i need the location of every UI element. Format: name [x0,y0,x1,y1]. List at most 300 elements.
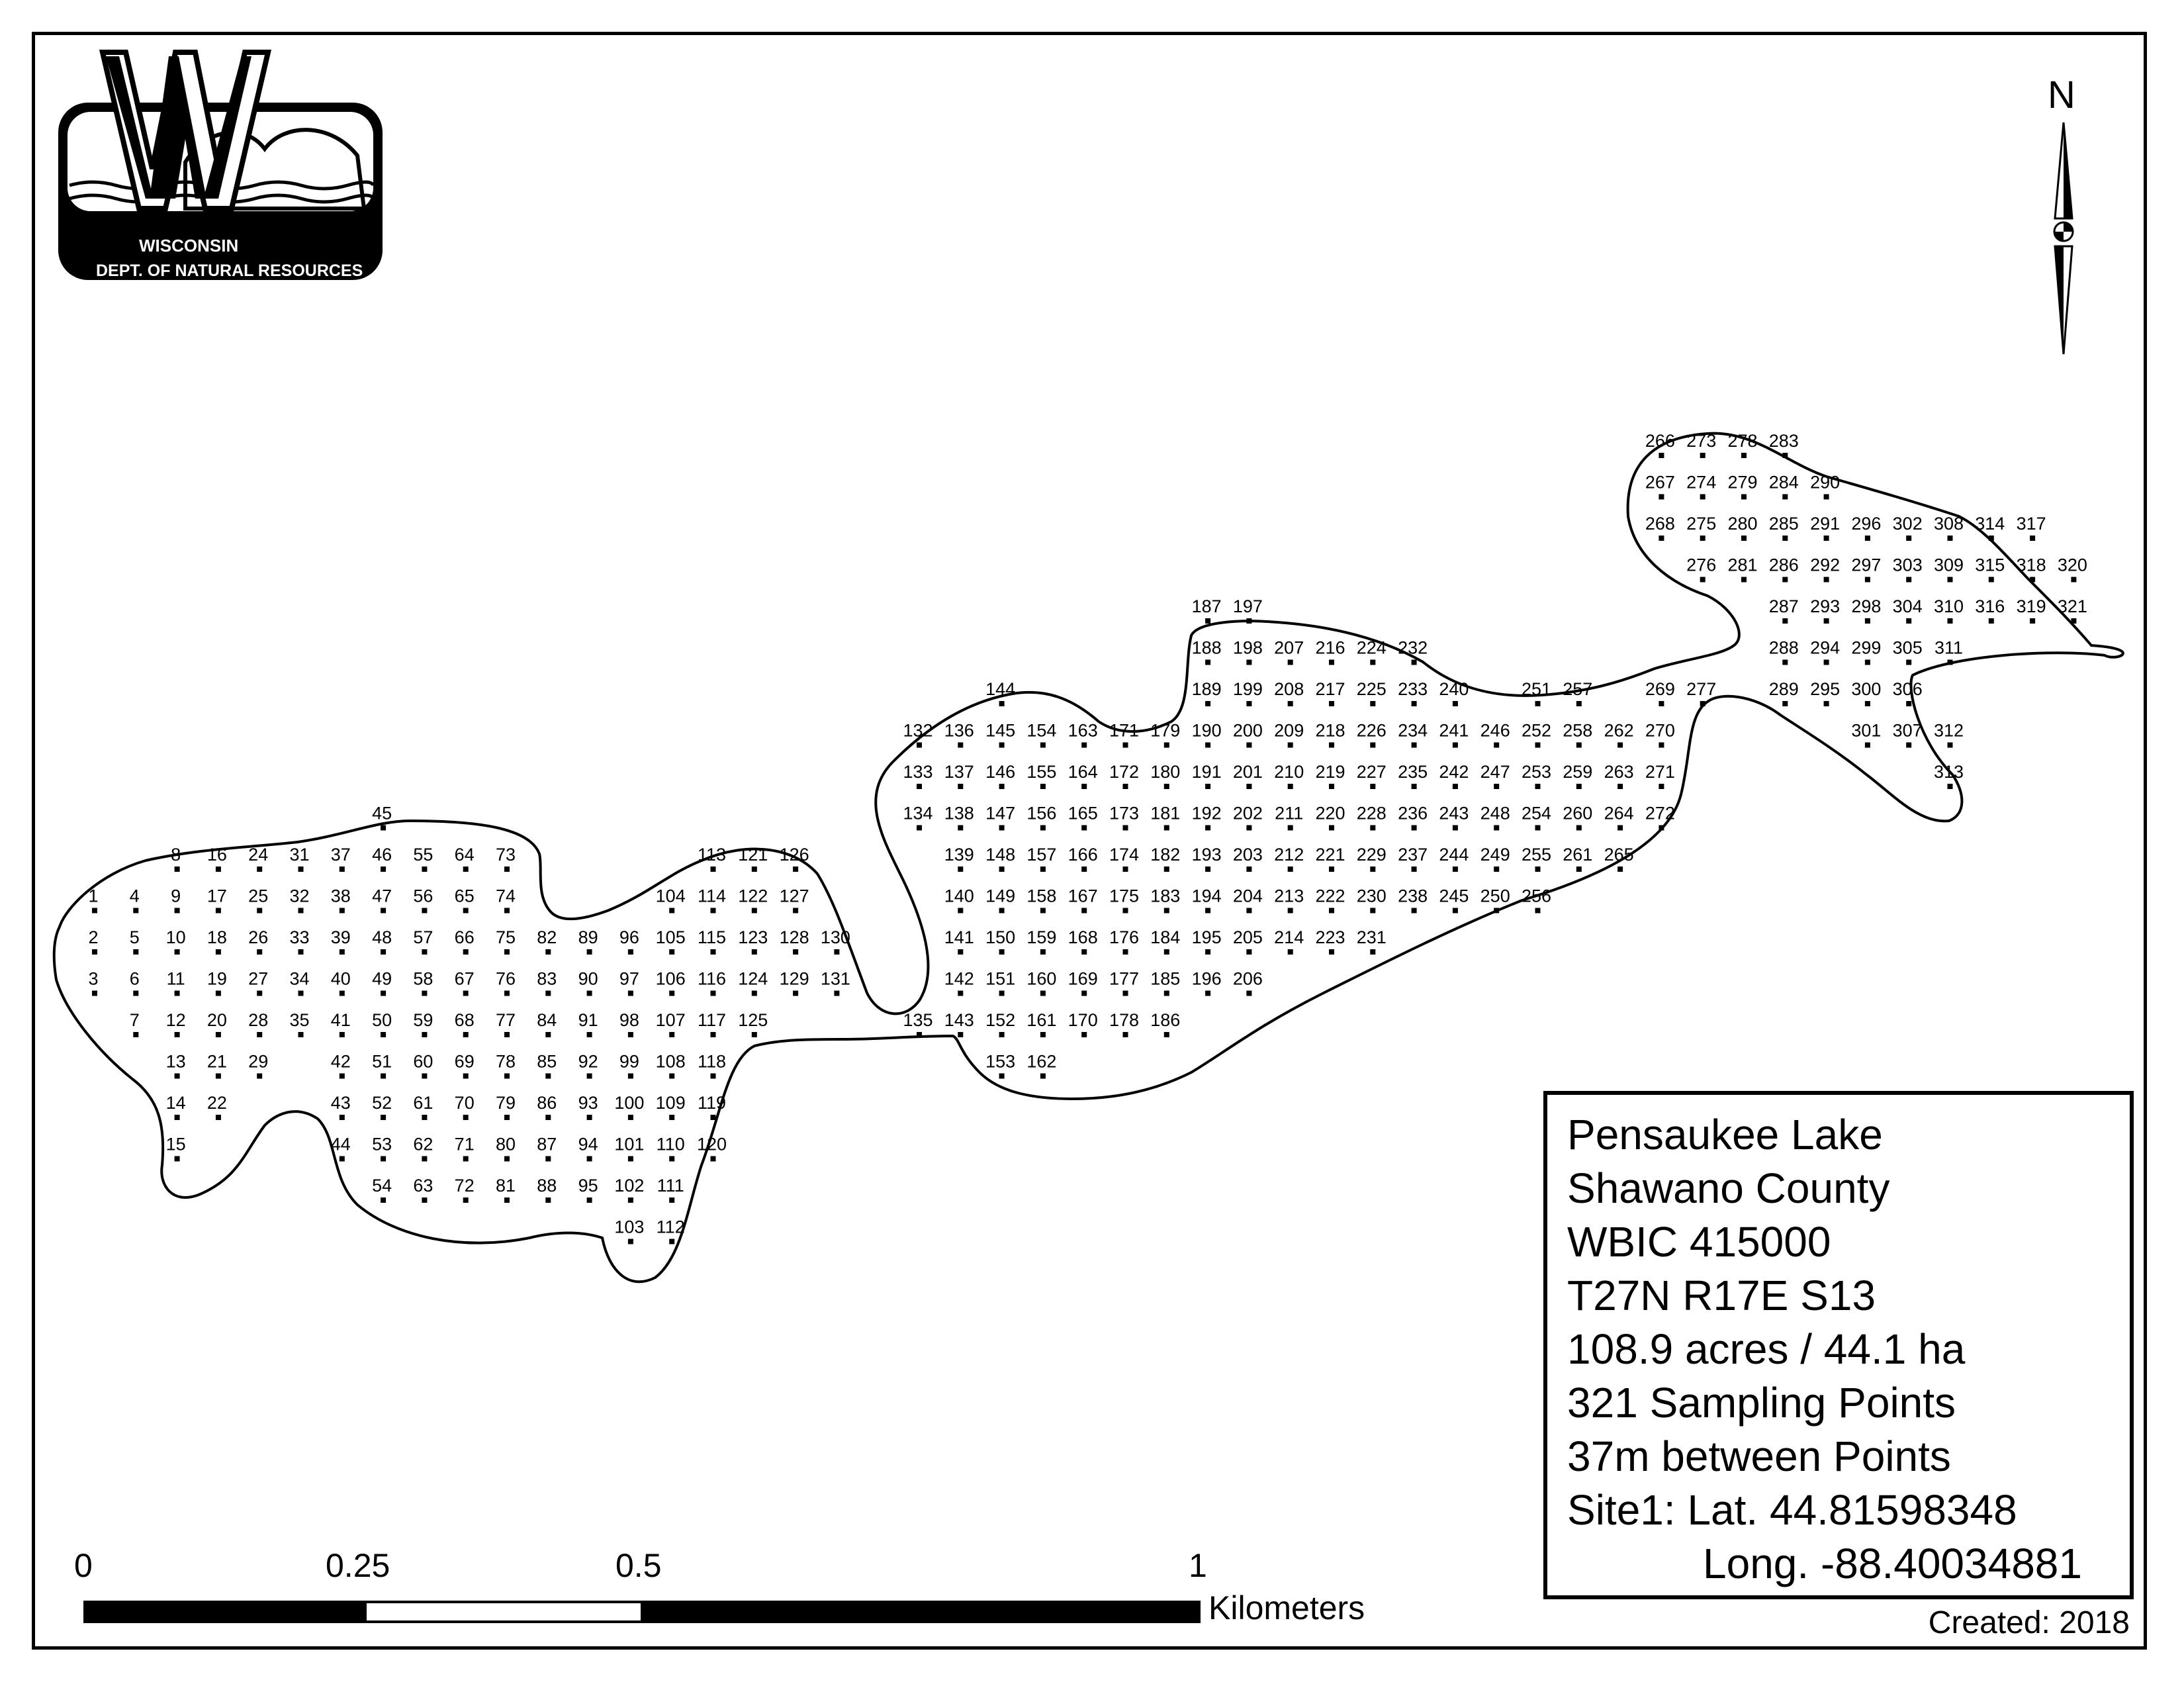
sampling-point-label: 88 [537,1176,557,1196]
sampling-point-310 [1948,618,1953,624]
sampling-point-67 [463,991,469,996]
sampling-point-label: 99 [619,1051,639,1072]
sampling-point-label: 186 [1150,1010,1181,1030]
sampling-point-113 [711,867,716,872]
sampling-point-label: 230 [1356,886,1387,906]
sampling-point-218 [1329,743,1334,748]
sampling-point-177 [1123,991,1128,996]
sampling-point-254 [1535,825,1541,831]
sampling-point-label: 242 [1439,762,1469,782]
sampling-point-171 [1123,743,1128,748]
sampling-point-label: 69 [454,1051,475,1072]
sampling-point-107 [669,1032,674,1037]
sampling-point-label: 318 [2016,555,2046,575]
sampling-point-70 [463,1115,469,1120]
sampling-point-103 [628,1239,633,1244]
sampling-point-label: 154 [1026,720,1057,741]
sampling-point-label: 183 [1150,886,1181,906]
sampling-point-label: 190 [1191,720,1222,741]
sampling-point-label: 128 [779,927,809,947]
sampling-point-label: 91 [578,1010,598,1030]
sampling-point-label: 104 [655,886,686,906]
sampling-point-label: 121 [738,845,768,865]
sampling-point-116 [711,991,716,996]
sampling-point-170 [1081,1032,1087,1037]
sampling-point-203 [1246,867,1251,872]
sampling-point-label: 286 [1768,555,1799,575]
sampling-point-249 [1494,867,1499,872]
sampling-point-183 [1164,908,1169,914]
sampling-point-label: 247 [1480,762,1510,782]
sampling-point-label: 56 [413,886,433,906]
sampling-point-label: 245 [1439,886,1469,906]
sampling-point-8 [175,867,180,872]
sampling-point-label: 214 [1274,927,1304,947]
sampling-point-label: 90 [578,968,598,989]
sampling-point-266 [1659,453,1664,458]
sampling-point-label: 70 [454,1093,475,1113]
sampling-point-161 [1040,1032,1046,1037]
sampling-point-label: 229 [1356,845,1387,865]
sampling-point-label: 269 [1645,679,1675,699]
sampling-point-61 [422,1115,427,1120]
sampling-point-label: 42 [330,1051,351,1072]
sampling-point-132 [917,743,922,748]
sampling-point-244 [1453,867,1458,872]
sampling-point-26 [257,949,262,955]
sampling-point-27 [257,991,262,996]
sampling-point-label: 272 [1645,803,1675,823]
sampling-point-230 [1370,908,1375,914]
sampling-point-304 [1906,618,1911,624]
sampling-point-105 [669,949,674,955]
sampling-point-label: 115 [697,927,727,947]
sampling-point-label: 119 [697,1093,727,1113]
sampling-point-227 [1370,784,1375,789]
sampling-point-label: 168 [1068,927,1098,947]
sampling-point-label: 171 [1109,720,1140,741]
sampling-point-267 [1659,494,1664,500]
sampling-point-139 [958,867,963,872]
sampling-point-128 [793,949,798,955]
sampling-point-label: 100 [614,1093,645,1113]
sampling-point-label: 219 [1315,762,1345,782]
sampling-point-label: 308 [1933,514,1964,534]
sampling-point-label: 73 [495,845,516,865]
lake-name: Pensaukee Lake [1567,1111,1883,1158]
sampling-point-265 [1617,867,1623,872]
sampling-point-label: 207 [1274,637,1304,658]
sampling-point-182 [1164,867,1169,872]
sampling-point-32 [298,908,304,914]
sampling-point-290 [1824,494,1829,500]
sampling-point-label: 218 [1315,720,1345,741]
sampling-point-292 [1824,577,1829,583]
sampling-point-147 [999,825,1005,831]
sampling-point-307 [1906,743,1911,748]
sampling-point-label: 194 [1191,886,1222,906]
sampling-point-label: 172 [1109,762,1140,782]
sampling-point-208 [1288,701,1293,706]
sampling-point-label: 293 [1810,596,1841,616]
sampling-point-56 [422,908,427,914]
sampling-point-label: 49 [372,968,392,989]
sampling-point-40 [340,991,345,996]
sampling-point-label: 161 [1026,1010,1057,1030]
sampling-point-12 [175,1032,180,1037]
sampling-point-label: 166 [1068,845,1098,865]
sampling-point-92 [587,1074,592,1079]
sampling-point-209 [1288,743,1293,748]
sampling-point-144 [999,701,1005,706]
sampling-point-label: 319 [2016,596,2046,616]
sampling-point-237 [1412,867,1417,872]
sampling-point-label: 155 [1026,762,1057,782]
sampling-point-31 [298,867,304,872]
sampling-point-label: 275 [1686,514,1717,534]
sampling-point-149 [999,908,1005,914]
sampling-point-label: 175 [1109,886,1140,906]
sampling-point-306 [1906,701,1911,706]
sampling-point-189 [1205,701,1210,706]
sampling-point-label: 159 [1026,927,1057,947]
sampling-point-60 [422,1074,427,1079]
sampling-point-label: 75 [495,927,516,947]
sampling-point-label: 147 [985,803,1016,823]
sampling-point-label: 252 [1521,720,1552,741]
sampling-point-label: 273 [1686,431,1717,451]
sampling-point-label: 163 [1068,720,1098,741]
sampling-point-label: 263 [1604,762,1634,782]
sampling-point-label: 302 [1892,514,1923,534]
sampling-point-label: 118 [697,1051,727,1072]
sampling-point-label: 112 [656,1217,685,1237]
county: Shawano County [1567,1164,1890,1212]
sampling-point-label: 211 [1275,803,1304,823]
scale-bar [85,1602,1199,1622]
sampling-point-68 [463,1032,469,1037]
sampling-point-label: 132 [903,720,933,741]
sampling-point-count: 321 Sampling Points [1567,1379,1956,1427]
sampling-point-137 [958,784,963,789]
sampling-point-label: 298 [1851,596,1882,616]
sampling-point-64 [463,867,469,872]
sampling-point-label: 185 [1150,968,1181,989]
sampling-point-label: 201 [1232,762,1263,782]
sampling-point-301 [1865,743,1870,748]
sampling-point-label: 22 [206,1093,227,1113]
sampling-point-211 [1288,825,1293,831]
sampling-point-label: 24 [248,845,269,865]
sampling-point-label: 109 [655,1093,686,1113]
sampling-point-label: 179 [1150,720,1181,741]
sampling-point-label: 61 [413,1093,433,1113]
sampling-point-174 [1123,867,1128,872]
lake-info-box [1543,1091,2134,1599]
sampling-point-label: 249 [1480,845,1510,865]
sampling-point-221 [1329,867,1334,872]
sampling-point-112 [669,1239,674,1244]
sampling-point-72 [463,1197,469,1203]
sampling-point-316 [1989,618,1994,624]
sampling-point-279 [1741,494,1747,500]
sampling-point-42 [340,1074,345,1079]
sampling-point-241 [1453,743,1458,748]
sampling-point-label: 52 [372,1093,392,1113]
sampling-point-label: 271 [1645,762,1675,782]
sampling-point-52 [381,1115,386,1120]
sampling-point-233 [1412,701,1417,706]
sampling-point-50 [381,1032,386,1037]
sampling-point-96 [628,949,633,955]
sampling-point-label: 34 [289,968,310,989]
sampling-point-label: 237 [1398,845,1428,865]
sampling-point-label: 241 [1439,720,1469,741]
sampling-point-140 [958,908,963,914]
sampling-point-73 [504,867,510,872]
sampling-point-258 [1576,743,1582,748]
sampling-point-label: 311 [1934,637,1964,658]
sampling-point-label: 71 [454,1134,475,1154]
sampling-point-82 [545,949,551,955]
sampling-point-4 [133,908,138,914]
sampling-point-270 [1659,743,1664,748]
sampling-point-label: 250 [1480,886,1510,906]
sampling-point-label: 232 [1398,637,1428,658]
sampling-point-192 [1205,825,1210,831]
sampling-point-label: 189 [1191,679,1222,699]
sampling-point-280 [1741,536,1747,541]
sampling-point-162 [1040,1074,1046,1079]
sampling-point-33 [298,949,304,955]
sampling-point-226 [1370,743,1375,748]
sampling-point-45 [381,825,386,831]
sampling-point-168 [1081,949,1087,955]
sampling-point-label: 1 [88,886,99,906]
sampling-point-label: 38 [330,886,351,906]
sampling-point-206 [1246,991,1251,996]
sampling-point-198 [1246,660,1251,665]
sampling-point-label: 110 [656,1134,685,1154]
sampling-point-label: 267 [1645,472,1675,492]
sampling-point-145 [999,743,1005,748]
sampling-point-label: 176 [1109,927,1140,947]
sampling-point-205 [1246,949,1251,955]
sampling-point-293 [1824,618,1829,624]
sampling-point-22 [216,1115,221,1120]
sampling-point-label: 158 [1026,886,1057,906]
sampling-point-label: 261 [1563,845,1593,865]
sampling-point-257 [1576,701,1582,706]
sampling-point-label: 177 [1109,968,1140,989]
sampling-point-281 [1741,577,1747,583]
sampling-point-label: 139 [944,845,974,865]
sampling-point-label: 292 [1810,555,1841,575]
sampling-point-label: 276 [1686,555,1717,575]
sampling-point-label: 80 [495,1134,516,1154]
sampling-point-label: 101 [614,1134,645,1154]
sampling-point-label: 78 [495,1051,516,1072]
sampling-point-35 [298,1032,304,1037]
sampling-point-label: 64 [454,845,475,865]
sampling-point-label: 156 [1026,803,1057,823]
sampling-point-217 [1329,701,1334,706]
sampling-point-label: 43 [330,1093,351,1113]
sampling-point-label: 84 [537,1010,557,1030]
site1-latitude: Site1: Lat. 44.81598348 [1567,1486,2017,1534]
sampling-point-308 [1948,536,1953,541]
sampling-point-label: 26 [248,927,269,947]
sampling-point-133 [917,784,922,789]
sampling-point-label: 39 [330,927,351,947]
sampling-point-202 [1246,825,1251,831]
sampling-point-label: 167 [1068,886,1098,906]
sampling-point-6 [133,991,138,996]
sampling-point-label: 13 [165,1051,186,1072]
sampling-point-label: 113 [697,845,727,865]
sampling-point-106 [669,991,674,996]
sampling-point-175 [1123,908,1128,914]
sampling-point-label: 29 [248,1051,269,1072]
sampling-point-242 [1453,784,1458,789]
sampling-point-label: 208 [1274,679,1304,699]
sampling-point-159 [1040,949,1046,955]
north-arrow-icon [2054,122,2073,354]
sampling-point-158 [1040,908,1046,914]
sampling-point-label: 19 [206,968,227,989]
sampling-point-label: 235 [1398,762,1428,782]
sampling-point-label: 204 [1232,886,1263,906]
sampling-point-229 [1370,867,1375,872]
north-label: N [2048,73,2075,117]
sampling-point-label: 213 [1274,886,1304,906]
sampling-point-label: 51 [372,1051,392,1072]
sampling-point-151 [999,991,1005,996]
sampling-point-label: 25 [248,886,269,906]
sampling-point-172 [1123,784,1128,789]
sampling-point-label: 4 [129,886,140,906]
sampling-point-74 [504,908,510,914]
sampling-point-label: 127 [779,886,809,906]
sampling-point-label: 93 [578,1093,598,1113]
sampling-point-label: 18 [206,927,227,947]
sampling-point-label: 274 [1686,472,1717,492]
sampling-point-187 [1205,618,1210,624]
sampling-point-label: 47 [372,886,392,906]
sampling-point-173 [1123,825,1128,831]
sampling-point-label: 137 [944,762,974,782]
sampling-point-label: 67 [454,968,475,989]
sampling-point-20 [216,1032,221,1037]
sampling-point-label: 206 [1232,968,1263,989]
sampling-point-197 [1246,618,1251,624]
sampling-point-label: 193 [1191,845,1222,865]
sampling-point-label: 178 [1109,1010,1140,1030]
sampling-point-214 [1288,949,1293,955]
sampling-point-110 [669,1156,674,1162]
sampling-point-label: 240 [1439,679,1469,699]
sampling-point-127 [793,908,798,914]
sampling-point-157 [1040,867,1046,872]
sampling-point-label: 277 [1686,679,1717,699]
sampling-point-69 [463,1074,469,1079]
sampling-point-179 [1164,743,1169,748]
sampling-point-11 [175,991,180,996]
sampling-point-289 [1782,701,1788,706]
sampling-point-label: 309 [1933,555,1964,575]
sampling-point-180 [1164,784,1169,789]
sampling-point-label: 27 [248,968,269,989]
sampling-point-219 [1329,784,1334,789]
sampling-point-19 [216,991,221,996]
sampling-point-label: 165 [1068,803,1098,823]
sampling-point-label: 173 [1109,803,1140,823]
sampling-point-125 [752,1032,757,1037]
sampling-point-label: 268 [1645,514,1675,534]
sampling-point-7 [133,1032,138,1037]
sampling-point-label: 11 [166,968,185,989]
sampling-point-225 [1370,701,1375,706]
sampling-point-278 [1741,453,1747,458]
township-range-section: T27N R17E S13 [1567,1272,1876,1319]
sampling-point-28 [257,1032,262,1037]
sampling-point-label: 57 [413,927,433,947]
sampling-point-label: 134 [903,803,933,823]
sampling-point-label: 243 [1439,803,1469,823]
scale-units: Kilometers [1208,1589,1365,1626]
sampling-point-label: 131 [820,968,850,989]
sampling-point-label: 303 [1892,555,1923,575]
sampling-point-label: 212 [1274,845,1304,865]
sampling-point-186 [1164,1032,1169,1037]
sampling-point-label: 265 [1604,845,1634,865]
sampling-point-label: 182 [1150,845,1181,865]
sampling-point-label: 180 [1150,762,1181,782]
sampling-point-85 [545,1074,551,1079]
sampling-point-label: 40 [330,968,351,989]
sampling-point-label: 48 [372,927,392,947]
sampling-point-243 [1453,825,1458,831]
sampling-point-label: 140 [944,886,974,906]
sampling-point-247 [1494,784,1499,789]
sampling-point-303 [1906,577,1911,583]
sampling-point-label: 299 [1851,637,1882,658]
sampling-point-label: 68 [454,1010,475,1030]
sampling-point-24 [257,867,262,872]
sampling-point-160 [1040,991,1046,996]
sampling-point-label: 296 [1851,514,1882,534]
sampling-point-label: 79 [495,1093,516,1113]
sampling-point-label: 20 [206,1010,227,1030]
sampling-point-117 [711,1032,716,1037]
sampling-point-label: 125 [738,1010,768,1030]
sampling-point-309 [1948,577,1953,583]
sampling-point-297 [1865,577,1870,583]
sampling-point-label: 151 [985,968,1016,989]
sampling-point-label: 289 [1768,679,1799,699]
sampling-point-label: 89 [578,927,598,947]
sampling-point-label: 187 [1191,596,1222,616]
sampling-point-label: 259 [1563,762,1593,782]
sampling-point-163 [1081,743,1087,748]
sampling-point-295 [1824,701,1829,706]
sampling-point-181 [1164,825,1169,831]
sampling-point-37 [340,867,345,872]
sampling-point-201 [1246,784,1251,789]
sampling-point-label: 12 [165,1010,186,1030]
sampling-point-label: 102 [614,1176,645,1196]
sampling-point-label: 96 [619,927,639,947]
